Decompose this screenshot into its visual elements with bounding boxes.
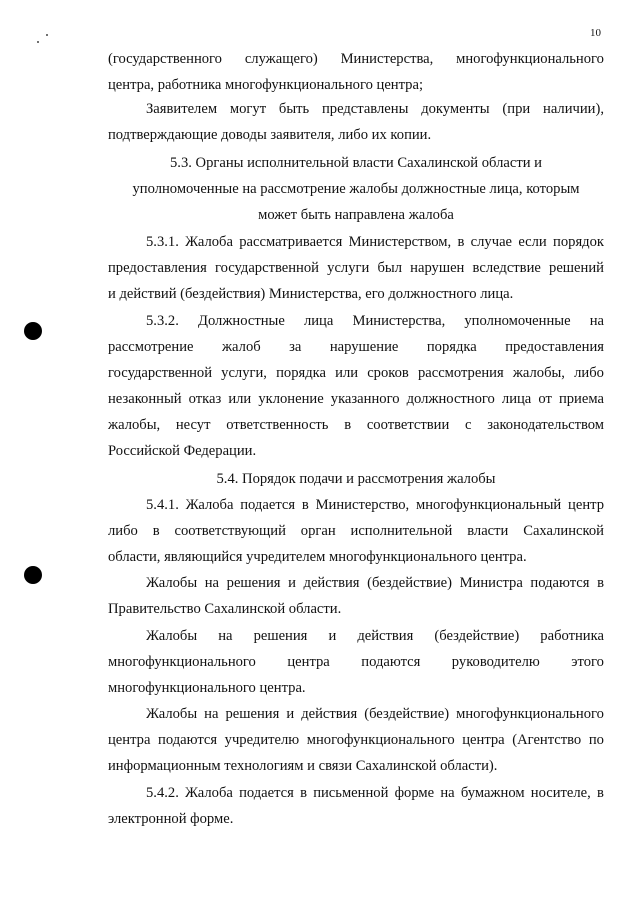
- word: в: [457, 234, 465, 250]
- word: Министерства,: [352, 313, 446, 329]
- word: с: [465, 417, 472, 433]
- word: лица: [303, 313, 334, 329]
- word: Жалобы: [146, 575, 198, 591]
- word: Жалоба: [185, 785, 233, 801]
- word: если: [518, 234, 547, 250]
- text-line: [146, 234, 604, 251]
- word: многофункционального: [456, 706, 604, 722]
- text-line: информационным технологиям и связи Сахалинской области).: [108, 758, 498, 774]
- text-line: многофункционального центра.: [108, 680, 306, 696]
- word: решения: [226, 575, 281, 591]
- text-line: [108, 732, 604, 749]
- text-line: [146, 497, 604, 514]
- word: от: [538, 391, 552, 407]
- word: в: [597, 575, 604, 591]
- word: или: [228, 391, 252, 407]
- text-line: [108, 417, 604, 434]
- text-line: уполномоченные на рассмотрение жалобы должностные лица, которым: [132, 181, 580, 197]
- word: 5.3.1.: [146, 234, 179, 250]
- word: решений: [549, 260, 604, 276]
- word: подаются: [530, 575, 590, 591]
- word: Должностные: [197, 313, 285, 329]
- word: Министерство,: [315, 497, 410, 513]
- page-number: 10: [590, 27, 601, 39]
- word: был: [377, 260, 402, 276]
- word: рассмотрение: [108, 339, 194, 355]
- word: центра: [462, 732, 505, 748]
- word: или: [335, 365, 359, 381]
- text-line: может быть направлена жалоба: [258, 207, 454, 223]
- word: государственной: [108, 365, 213, 381]
- word: форме: [394, 785, 435, 801]
- word: законодательством: [487, 417, 604, 433]
- word: уполномоченные: [464, 313, 571, 329]
- word: (бездействие): [364, 706, 450, 722]
- word: решения: [253, 628, 308, 644]
- word: услуги: [327, 260, 370, 276]
- word: случае: [470, 234, 513, 250]
- word: в: [597, 785, 604, 801]
- word: порядок: [553, 234, 604, 250]
- word: орган: [300, 523, 336, 539]
- word: вследствие: [472, 260, 541, 276]
- word: Жалоба: [185, 497, 234, 513]
- word: действия: [301, 706, 358, 722]
- word: нарушение: [329, 339, 399, 355]
- word: Министерства,: [340, 51, 434, 67]
- text-line: области, являющийся учредителем многофункционального центра.: [108, 549, 527, 565]
- text-line: [108, 654, 604, 671]
- word: сроков: [367, 365, 409, 381]
- text-line: 5.4. Порядок подачи и рассмотрения жалобы: [216, 471, 496, 487]
- word: многофункционального: [456, 51, 604, 67]
- word: подается: [239, 785, 294, 801]
- word: центра: [287, 654, 330, 670]
- word: наличии),: [543, 101, 604, 117]
- word: на: [440, 785, 455, 801]
- word: ответственность: [226, 417, 329, 433]
- word: уклонение: [258, 391, 324, 407]
- word: приема: [558, 391, 604, 407]
- word: Заявителем: [146, 101, 218, 117]
- text-line: [108, 365, 604, 382]
- word: государственной: [214, 260, 319, 276]
- word: служащего): [244, 51, 318, 67]
- word: порядка: [276, 365, 326, 381]
- word: предоставления: [108, 260, 207, 276]
- word: нарушен: [410, 260, 465, 276]
- text-line: Российской Федерации.: [108, 443, 257, 459]
- word: руководителю: [451, 654, 540, 670]
- word: несут: [175, 417, 211, 433]
- word: рассматривается: [239, 234, 343, 250]
- word: жалоб: [221, 339, 261, 355]
- word: многофункционального: [108, 654, 256, 670]
- word: Сахалинской: [523, 523, 604, 539]
- word: представлены: [321, 101, 409, 117]
- word: в: [300, 785, 307, 801]
- word: центр: [568, 497, 604, 513]
- word: исполнительной: [350, 523, 453, 539]
- word: (при: [502, 101, 531, 117]
- word: могут: [229, 101, 267, 117]
- text-line: [108, 391, 604, 408]
- word: отказ: [188, 391, 222, 407]
- word: в: [344, 417, 352, 433]
- word: Жалоба: [185, 234, 233, 250]
- text-line: 5.3. Органы исполнительной власти Сахалинской области и: [170, 155, 542, 171]
- word: решения: [225, 706, 280, 722]
- word: указанного: [330, 391, 400, 407]
- word: учредителю: [224, 732, 300, 748]
- word: действия: [357, 628, 414, 644]
- word: быть: [278, 101, 310, 117]
- text-line: и действий (бездействия) Министерства, его должностного лица.: [108, 286, 514, 302]
- word: (Агентство: [512, 732, 582, 748]
- word: Жалобы: [146, 628, 198, 644]
- text-line: [146, 313, 604, 330]
- word: и: [286, 706, 295, 722]
- word: должностного: [406, 391, 495, 407]
- word: на: [204, 706, 219, 722]
- word: Жалобы: [146, 706, 198, 722]
- text-line: [146, 575, 604, 592]
- word: (бездействие): [434, 628, 520, 644]
- word: либо: [574, 365, 604, 381]
- word: лица: [501, 391, 532, 407]
- word: по: [588, 732, 604, 748]
- text-line: [108, 260, 604, 277]
- text-line: электронной форме.: [108, 811, 234, 827]
- text-line: [108, 523, 604, 540]
- text-line: центра, работника многофункционального центра;: [108, 77, 423, 93]
- word: подаются: [158, 732, 218, 748]
- word: соответствующий: [174, 523, 286, 539]
- word: (бездействие): [367, 575, 452, 591]
- scan-speck: [46, 34, 48, 36]
- punch-hole-bottom: [24, 566, 42, 584]
- word: на: [589, 313, 604, 329]
- text-line: [146, 785, 604, 802]
- word: Министерством,: [348, 234, 452, 250]
- word: соответствии: [366, 417, 450, 433]
- word: Министра: [459, 575, 523, 591]
- word: предоставления: [505, 339, 604, 355]
- word: незаконный: [108, 391, 182, 407]
- word: многофункциональный: [416, 497, 562, 513]
- word: бумажном: [460, 785, 525, 801]
- word: услуги,: [221, 365, 267, 381]
- word: работника: [540, 628, 604, 644]
- word: жалобы,: [108, 417, 161, 433]
- text-line: [146, 101, 604, 118]
- text-line: подтверждающие доводы заявителя, либо их копии.: [108, 127, 432, 143]
- word: в: [152, 523, 160, 539]
- word: на: [218, 628, 233, 644]
- word: власти: [467, 523, 509, 539]
- word: либо: [108, 523, 138, 539]
- word: документы: [421, 101, 490, 117]
- text-line: [146, 628, 604, 645]
- word: (государственного: [108, 51, 222, 67]
- word: центра: [108, 732, 151, 748]
- text-line: [146, 706, 604, 723]
- word: жалобы,: [512, 365, 565, 381]
- word: 5.4.1.: [146, 497, 179, 513]
- word: и: [288, 575, 296, 591]
- word: на: [204, 575, 220, 591]
- word: подаются: [361, 654, 421, 670]
- punch-hole-top: [24, 322, 42, 340]
- word: порядка: [426, 339, 477, 355]
- scan-speck: [37, 41, 39, 43]
- word: многофункционального: [306, 732, 455, 748]
- word: в: [301, 497, 309, 513]
- word: рассмотрения: [417, 365, 504, 381]
- word: 5.3.2.: [146, 313, 179, 329]
- text-line: [108, 339, 604, 356]
- word: действия: [303, 575, 360, 591]
- word: носителе,: [530, 785, 591, 801]
- word: этого: [571, 654, 604, 670]
- word: и: [328, 628, 337, 644]
- word: письменной: [313, 785, 389, 801]
- word: подается: [240, 497, 296, 513]
- text-line: [108, 51, 604, 68]
- word: 5.4.2.: [146, 785, 179, 801]
- text-line: Правительство Сахалинской области.: [108, 601, 342, 617]
- word: за: [289, 339, 302, 355]
